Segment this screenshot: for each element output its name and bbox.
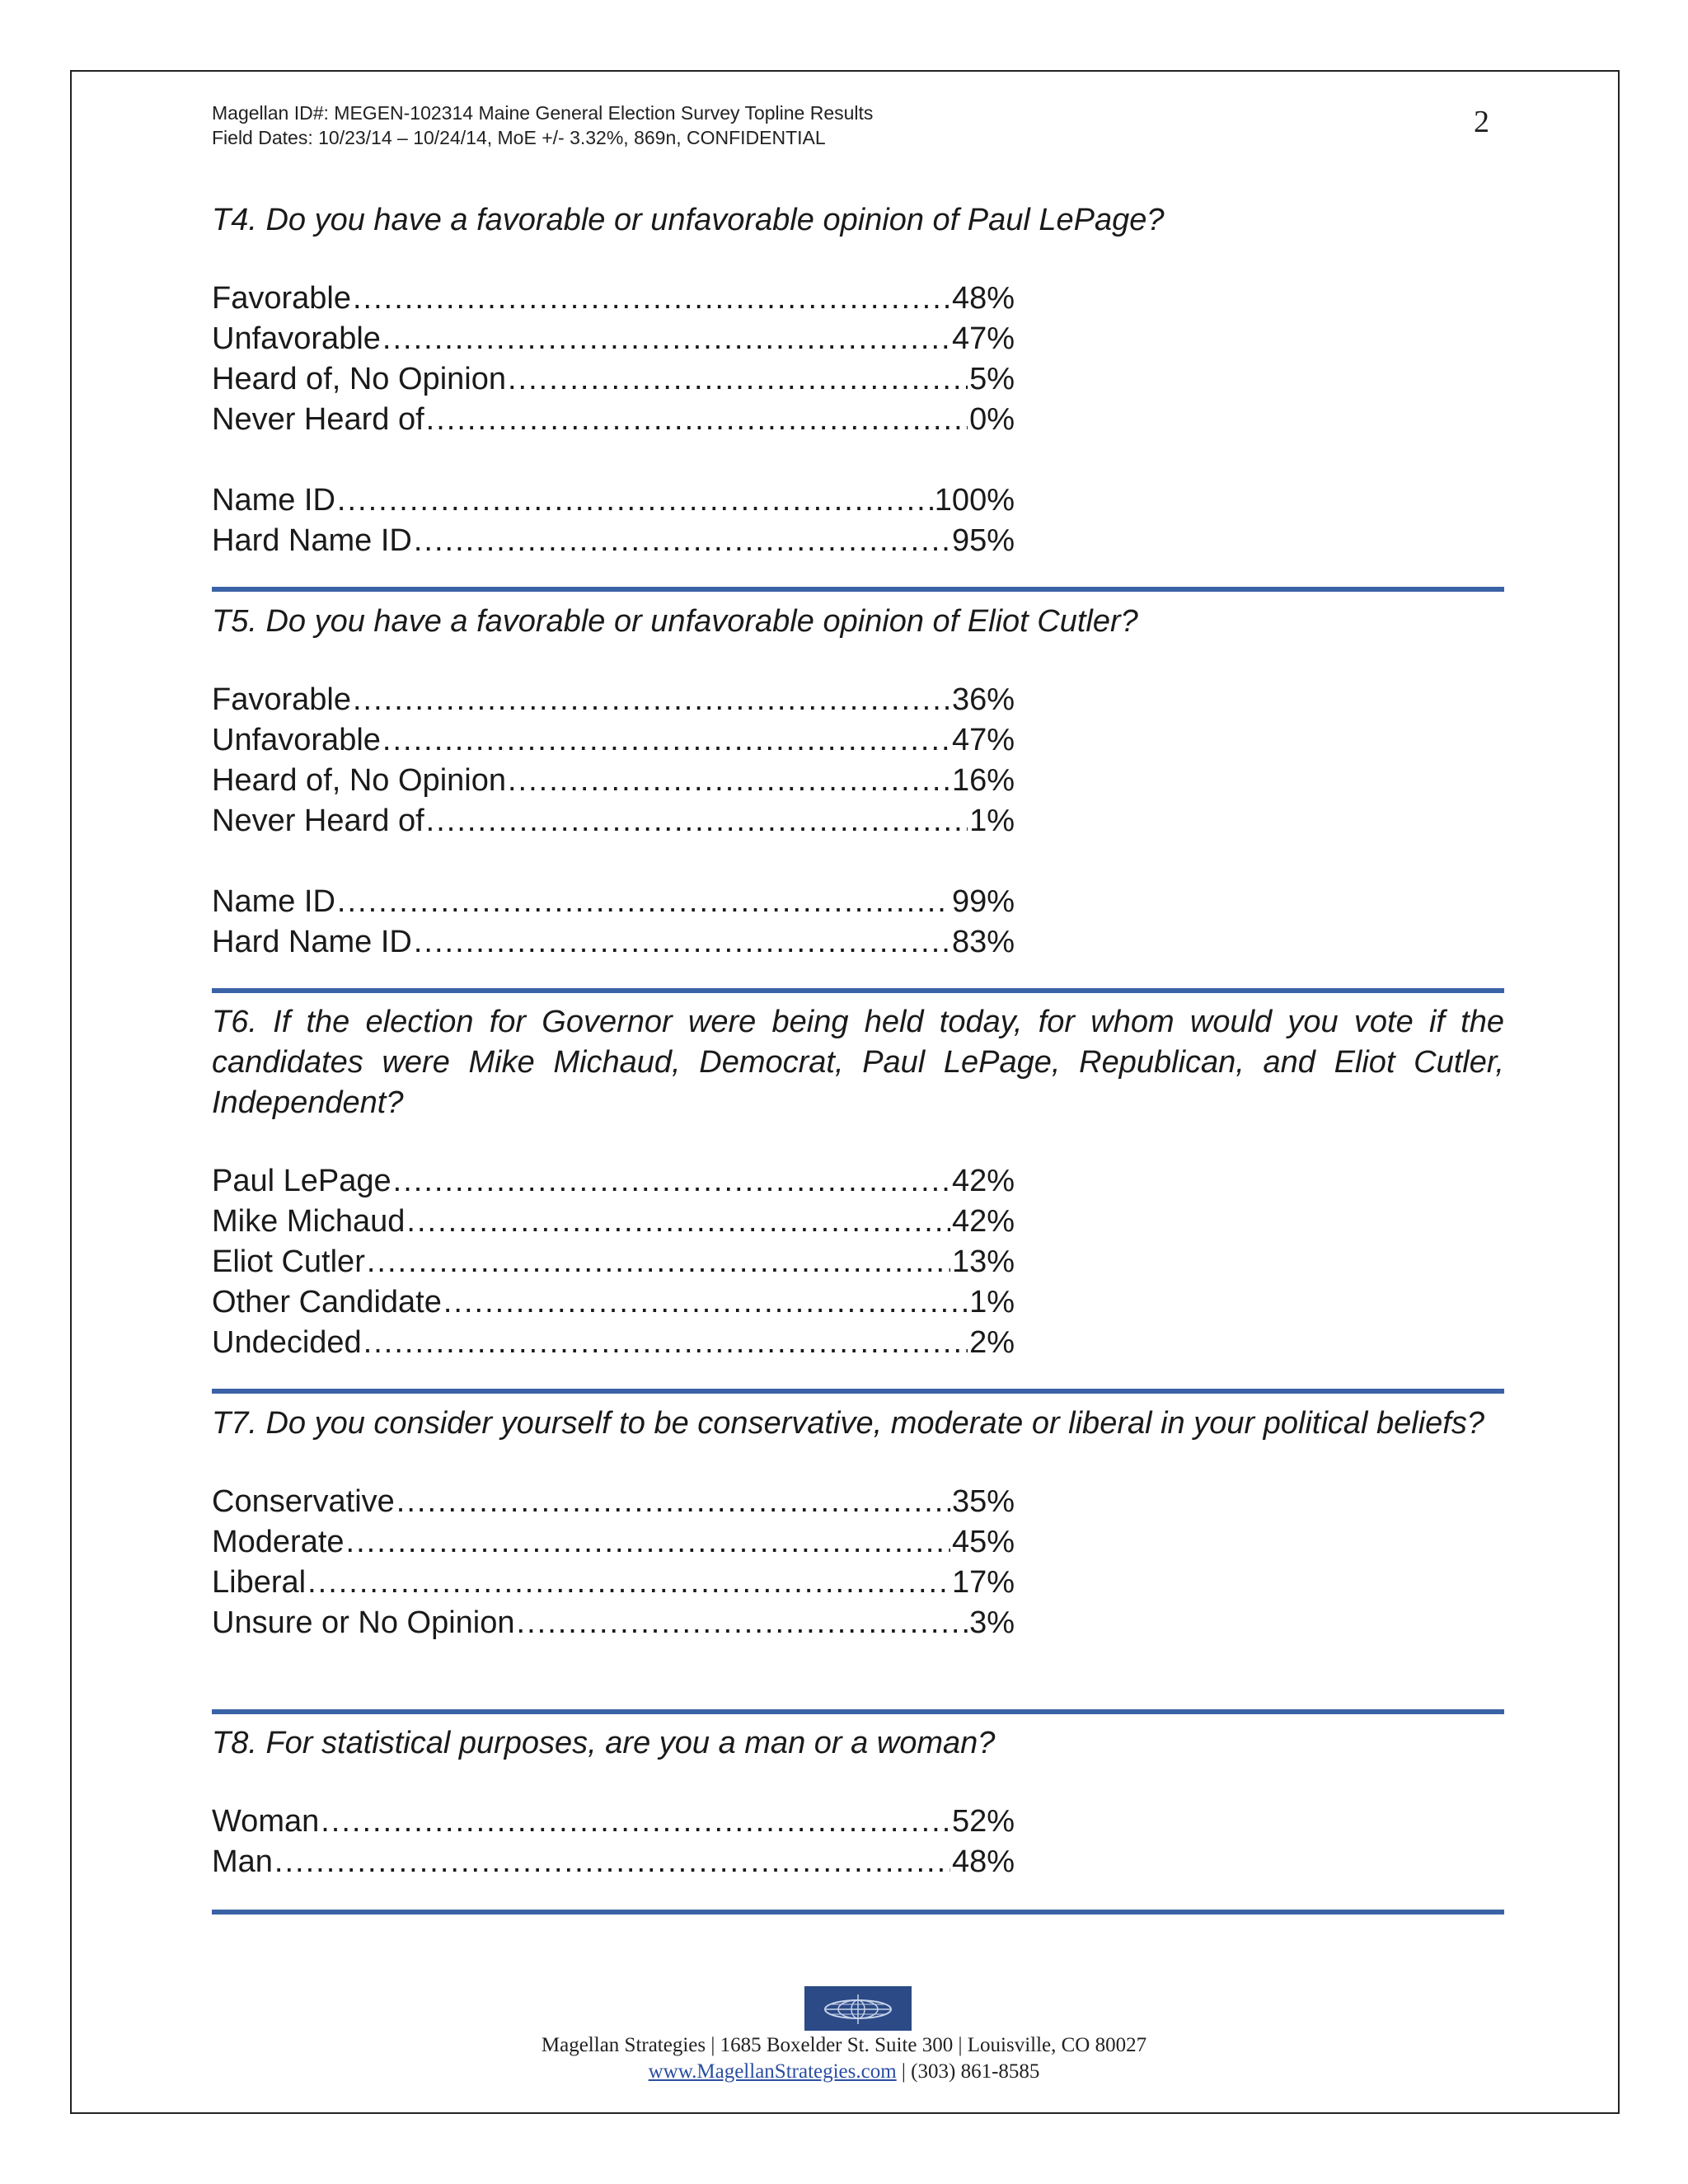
dot-leader	[426, 801, 968, 841]
answer-value: 83%	[951, 925, 1015, 959]
dot-leader	[346, 1522, 950, 1563]
question-text: T5. Do you have a favorable or unfavorable opinion of Eliot Cutler?	[212, 604, 1138, 639]
answer-value: 42%	[951, 1164, 1015, 1198]
answer-label: Undecided	[212, 1325, 362, 1360]
answer-value: 95%	[951, 523, 1015, 558]
answer-label: Woman	[212, 1804, 320, 1839]
dot-leader	[337, 882, 950, 922]
answer-row	[212, 1161, 1015, 1202]
answer-row	[212, 1242, 1015, 1282]
answer-list	[212, 1161, 1015, 1363]
dot-leader	[337, 480, 933, 521]
answer-value: 1%	[969, 804, 1015, 838]
answer-label: Unfavorable	[212, 723, 381, 757]
answer-row	[212, 720, 1015, 761]
dot-leader	[382, 720, 950, 761]
page-number: 2	[1474, 105, 1489, 139]
answer-label: Heard of, No Opinion	[212, 362, 506, 396]
answer-label: Moderate	[212, 1525, 345, 1559]
dot-leader	[426, 400, 968, 440]
answer-value: 3%	[969, 1605, 1015, 1640]
answer-row	[212, 1482, 1015, 1522]
dot-leader	[307, 1563, 950, 1603]
dot-leader	[367, 1242, 950, 1282]
answer-label: Unfavorable	[212, 321, 381, 356]
footer-address: Magellan Strategies | 1685 Boxelder St. Suite 300 | Louisville, CO 80027	[541, 2034, 1147, 2056]
answer-row	[212, 359, 1015, 400]
answer-value: 45%	[951, 1525, 1015, 1559]
answer-label: Heard of, No Opinion	[212, 763, 506, 798]
dot-leader	[414, 922, 950, 963]
dot-leader	[414, 521, 950, 561]
question-section-t5	[212, 602, 1504, 963]
answer-row	[212, 1563, 1015, 1603]
answer-value: 99%	[951, 884, 1015, 919]
section-divider	[212, 587, 1504, 592]
answer-label: Liberal	[212, 1565, 307, 1600]
answer-label: Never Heard of	[212, 804, 424, 838]
header-line-2: Field Dates: 10/23/14 – 10/24/14, MoE +/- 3.32%, 869n, CONFIDENTIAL	[212, 127, 826, 148]
answer-row	[212, 1282, 1015, 1323]
answer-value: 13%	[951, 1244, 1015, 1279]
question-section-t8	[212, 1723, 1504, 1882]
dot-leader	[508, 761, 950, 801]
answer-value: 47%	[951, 321, 1015, 356]
answer-row	[212, 1842, 1015, 1882]
dot-leader	[363, 1323, 968, 1363]
answer-value: 16%	[951, 763, 1015, 798]
answer-list	[212, 680, 1015, 963]
spacer	[212, 440, 1015, 480]
dot-leader	[321, 1802, 950, 1842]
answer-label: Hard Name ID	[212, 523, 412, 558]
answer-label: Name ID	[212, 884, 335, 919]
answer-value: 48%	[951, 281, 1015, 316]
answer-value: 42%	[951, 1204, 1015, 1239]
dot-leader	[353, 680, 950, 720]
answer-label: Other Candidate	[212, 1285, 442, 1319]
answer-row	[212, 761, 1015, 801]
answer-value: 35%	[951, 1484, 1015, 1519]
question-section-t7	[212, 1404, 1504, 1643]
answer-value: 1%	[969, 1285, 1015, 1319]
answer-list	[212, 279, 1015, 561]
dot-leader	[443, 1282, 968, 1323]
section-divider	[212, 1910, 1504, 1915]
spacer	[212, 841, 1015, 882]
answer-value: 48%	[951, 1844, 1015, 1879]
answer-row	[212, 922, 1015, 963]
answer-row	[212, 801, 1015, 841]
phone-number: | (303) 861-8585	[896, 2060, 1040, 2083]
globe-icon	[804, 1986, 912, 2031]
answer-label: Mike Michaud	[212, 1204, 406, 1239]
answer-label: Conservative	[212, 1484, 395, 1519]
answer-value: 17%	[951, 1565, 1015, 1600]
answer-row	[212, 882, 1015, 922]
question-text: T4. Do you have a favorable or unfavorable opinion of Paul LePage?	[212, 203, 1165, 237]
answer-label: Name ID	[212, 483, 335, 518]
answer-row	[212, 680, 1015, 720]
section-divider	[212, 1709, 1504, 1714]
answer-label: Favorable	[212, 281, 351, 316]
answer-list	[212, 1802, 1015, 1882]
answer-row	[212, 1202, 1015, 1242]
document-header	[212, 101, 1498, 150]
question-section-t6	[212, 1002, 1504, 1363]
answer-value: 0%	[969, 402, 1015, 437]
answer-row	[212, 319, 1015, 359]
answer-list	[212, 1482, 1015, 1643]
footer-contact	[0, 2060, 1688, 2083]
section-divider	[212, 988, 1504, 993]
answer-value: 47%	[951, 723, 1015, 757]
answer-row	[212, 279, 1015, 319]
dot-leader	[382, 319, 950, 359]
question-section-t4	[212, 200, 1504, 561]
question-text: T7. Do you consider yourself to be conservative, moderate or liberal in your political beliefs?	[212, 1406, 1484, 1441]
answer-label: Hard Name ID	[212, 925, 412, 959]
answer-label: Unsure or No Opinion	[212, 1605, 515, 1640]
dot-leader	[393, 1161, 950, 1202]
answer-row	[212, 400, 1015, 440]
answer-row	[212, 480, 1015, 521]
answer-value: 52%	[951, 1804, 1015, 1839]
answer-label: Never Heard of	[212, 402, 424, 437]
question-text: T8. For statistical purposes, are you a man or a woman?	[212, 1726, 996, 1760]
dot-leader	[517, 1603, 968, 1643]
answer-label: Man	[212, 1844, 273, 1879]
answer-value: 36%	[951, 682, 1015, 717]
dot-leader	[274, 1842, 950, 1882]
dot-leader	[508, 359, 968, 400]
answer-row	[212, 1323, 1015, 1363]
dot-leader	[353, 279, 950, 319]
answer-row	[212, 1522, 1015, 1563]
answer-row	[212, 1603, 1015, 1643]
answer-label: Paul LePage	[212, 1164, 392, 1198]
dot-leader	[396, 1482, 950, 1522]
header-line-1: Magellan ID#: MEGEN-102314 Maine General Election Survey Topline Results	[212, 102, 874, 124]
website-link[interactable]: www.MagellanStrategies.com	[648, 2060, 897, 2083]
answer-label: Favorable	[212, 682, 351, 717]
section-divider	[212, 1389, 1504, 1394]
dot-leader	[406, 1202, 950, 1242]
answer-value: 5%	[969, 362, 1015, 396]
answer-label: Eliot Cutler	[212, 1244, 365, 1279]
answer-value: 100%	[934, 483, 1015, 518]
answer-value: 2%	[969, 1325, 1015, 1360]
answer-row	[212, 521, 1015, 561]
question-text: T6. If the election for Governor were being held today, for whom would you vote if the candidates were Mike Michaud, Democrat, Paul LePage, Republican, and Eliot Cutler, Independent?	[212, 1005, 1504, 1120]
answer-row	[212, 1802, 1015, 1842]
